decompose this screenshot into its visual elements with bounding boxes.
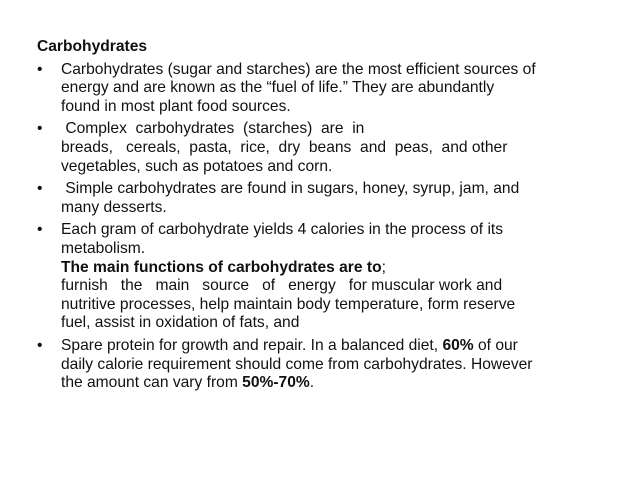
bullet-icon: • <box>37 60 43 78</box>
text-segment: . <box>309 374 315 392</box>
text-segment: Spare protein for growth and repair. In a balanced diet, <box>61 336 443 354</box>
percent-60: 60% <box>442 336 474 354</box>
bullet-text-line: breads, cereals, pasta, rice, dry beans and peas, and other <box>61 138 508 156</box>
functions-heading-tail: ; <box>381 258 386 276</box>
bullet-item-complex-carbs <box>37 120 597 176</box>
bullet-text-line: Simple carbohydrates are found in sugars, honey, syrup, jam, and <box>61 180 520 198</box>
bullet-text-line <box>61 374 597 393</box>
bullet-text-line <box>61 337 597 356</box>
bullet-text-line: metabolism. <box>61 239 146 257</box>
bullet-list <box>37 61 597 393</box>
bullet-item-calories-functions <box>37 221 597 333</box>
bullet-icon: • <box>37 336 43 354</box>
bullet-text-line: Each gram of carbohydrate yields 4 calories in the process of its <box>61 221 504 239</box>
text-segment: the amount can vary from <box>61 374 243 392</box>
bullet-text-line: fuel, assist in oxidation of fats, and <box>61 314 300 332</box>
bullet-text-line: Complex carbohydrates (starches) are in <box>61 120 365 138</box>
percent-range: 50%-70% <box>242 374 310 392</box>
bullet-text-line: vegetables, such as potatoes and corn. <box>61 157 333 175</box>
bullet-text-line: many desserts. <box>61 198 167 216</box>
functions-heading-line <box>61 259 597 278</box>
text-segment: of our <box>473 336 518 354</box>
functions-heading: The main functions of carbohydrates are to <box>61 258 382 276</box>
bullet-item-simple-carbs <box>37 180 597 217</box>
bullet-text-line: energy and are known as the “fuel of life.” They are abundantly <box>61 79 495 97</box>
bullet-text-line: daily calorie requirement should come from carbohydrates. However <box>61 355 533 373</box>
slide-heading: Carbohydrates <box>37 38 148 55</box>
bullet-text-line: furnish the main source of energy for muscular work and <box>61 277 503 295</box>
bullet-item-efficient-sources <box>37 61 597 117</box>
bullet-icon: • <box>37 180 43 198</box>
bullet-text-line: found in most plant food sources. <box>61 97 291 115</box>
slide-content <box>37 38 597 397</box>
bullet-item-spare-protein <box>37 337 597 393</box>
bullet-text-line: nutritive processes, help maintain body temperature, form reserve <box>61 295 516 313</box>
bullet-icon: • <box>37 221 43 239</box>
bullet-icon: • <box>37 120 43 138</box>
bullet-text-line: Carbohydrates (sugar and starches) are the most efficient sources of <box>61 60 536 78</box>
